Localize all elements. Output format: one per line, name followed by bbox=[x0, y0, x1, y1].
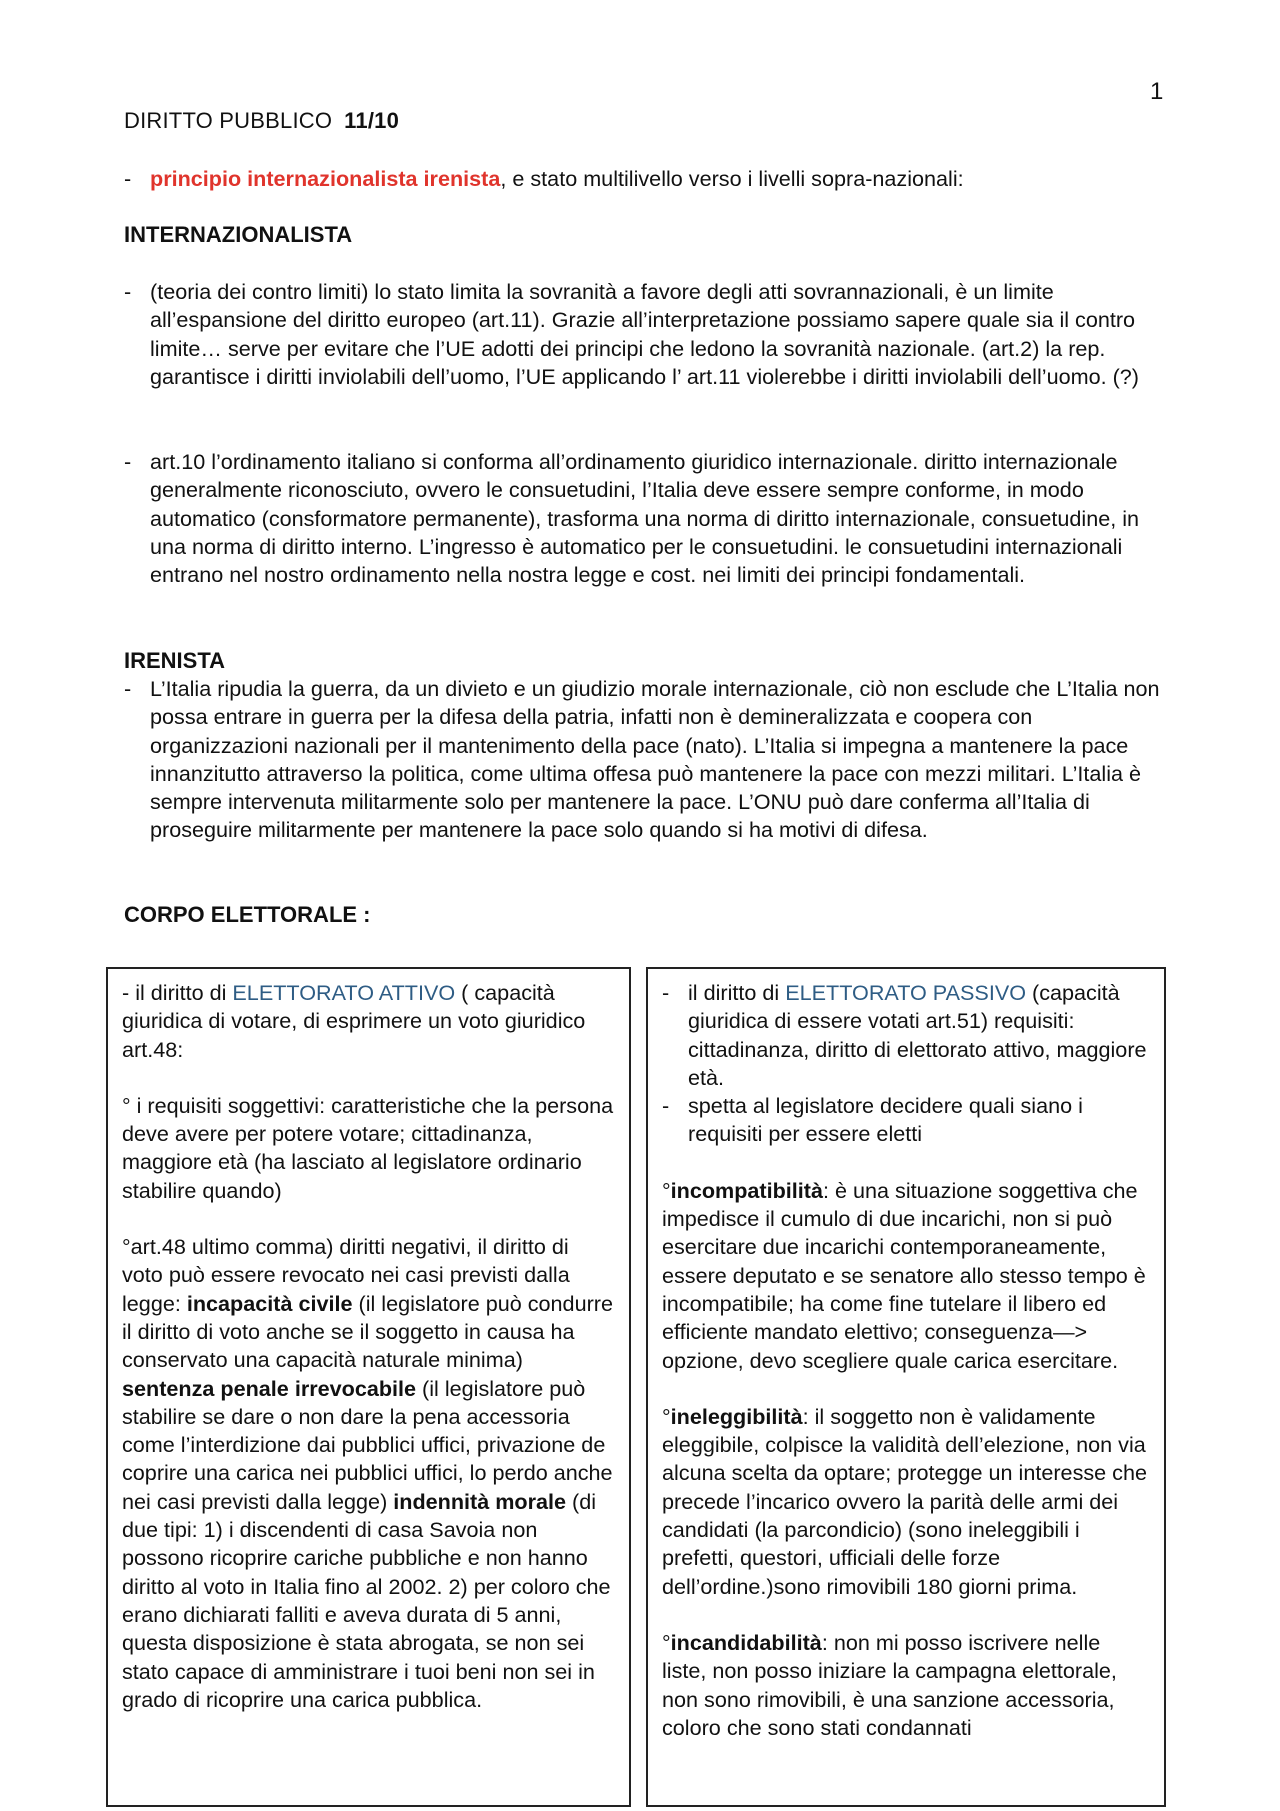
passivo-bullet-1 bbox=[662, 979, 1150, 1092]
ineleggibilita-paragraph bbox=[662, 1403, 1150, 1601]
elettorato-attivo-label: ELETTORATO ATTIVO bbox=[232, 980, 456, 1005]
indennita-morale-term: indennità morale bbox=[393, 1488, 567, 1514]
title-main: DIRITTO PUBBLICO bbox=[124, 108, 333, 133]
elettorato-passivo-label: ELETTORATO PASSIVO bbox=[785, 980, 1027, 1005]
ineleggibilita-text: : il soggetto non è validamente eleggibile, colpisce la validità dell’elezione, non via alcuna scelta da optare; protegge un interesse che precede l’incarico ovvero la parità delle armi dei candidati (la parcondicio) (sono ineleggibili i prefetti, questori, ufficiali delle forze dell’ordine.)sono rimovibili 180 giorni prima. bbox=[662, 1403, 1147, 1599]
attivo-pre: - il diritto di bbox=[122, 980, 233, 1005]
passivo-pre: il diritto di bbox=[688, 980, 786, 1005]
attivo-post: ( capacità giuridica di votare, di esprimere un voto giuridico art.48: bbox=[122, 980, 586, 1062]
heading-corpo-elettorale: CORPO ELETTORALE : bbox=[124, 902, 371, 927]
intro-bullet bbox=[124, 165, 1174, 193]
intro-red-text: principio internazionalista irenista bbox=[150, 166, 501, 191]
incompatibilita-text: : è una situazione soggettiva che impedisce il cumulo di due incarichi, non si può esercitare due incarichi contemporaneamente, essere deputato e se senatore allo stesso tempo è incompatibile; ha come fine tutelare il libero ed efficiente mandato elettivo; conseguenza—> opzione, devo scegliere quale carica esercitare. bbox=[662, 1177, 1146, 1373]
intro-rest-text: , e stato multilivello verso i livelli sopra-nazionali: bbox=[500, 166, 964, 191]
dash-icon: - bbox=[662, 1093, 670, 1119]
attivo-paragraph-1 bbox=[122, 979, 615, 1064]
degree-mark: ° bbox=[662, 1177, 671, 1203]
dash-icon: - bbox=[662, 980, 670, 1005]
heading-internazionalista: INTERNAZIONALISTA bbox=[124, 222, 353, 247]
incapacita-civile-term: incapacità civile bbox=[186, 1290, 353, 1316]
irenista-text: L’Italia ripudia la guerra, da un divieto e un giudizio morale internazionale, ciò non esclude che L’Italia non possa entrare in guerra per la difesa della patria, infatti non è demineralizzata e coopera con organizzazioni nazionali per il mantenimento della pace (nato). L’Italia si impegna a mantenere la pace innanzitutto attraverso la politica, come ultima offesa può mantenere la pace con mezzi militari. L’Italia è sempre intervenuta militarmente solo per mantenere la pace. L’ONU può dare conferma all’Italia di proseguire militarmente per mantenere la pace solo quando si ha motivi di difesa. bbox=[150, 676, 1160, 843]
dash-icon: - bbox=[124, 676, 132, 701]
sentenza-penale-term: sentenza penale irrevocabile bbox=[122, 1375, 417, 1401]
heading-irenista: IRENISTA bbox=[124, 648, 226, 673]
title-date: 11/10 bbox=[344, 108, 400, 133]
ineleggibilita-term: ineleggibilità bbox=[670, 1403, 803, 1429]
passivo-b2-text: spetta al legislatore decidere quali siano i requisiti per essere eletti bbox=[688, 1093, 1083, 1147]
dash-icon: - bbox=[124, 449, 132, 474]
dash-icon: - bbox=[124, 279, 132, 304]
degree-mark: ° bbox=[662, 1403, 671, 1429]
incompatibilita-term: incompatibilità bbox=[670, 1177, 824, 1203]
attivo-p3-d: (il legislatore può stabilire se dare o non dare la pena accessoria come l’interdizione dai pubblici uffici, privazione de coprire una carica nei pubblici uffici, lo perdo anche nei casi previsti dalla legge) bbox=[122, 1375, 613, 1514]
dash-icon: - bbox=[124, 166, 132, 191]
attivo-p3-a: °art.48 ultimo comma) diritti negativi, il diritto di voto può essere revocato nei casi previsti dalla legge: bbox=[122, 1234, 570, 1316]
elettorato-passivo-box bbox=[646, 967, 1166, 1807]
internazionalista-bullet-2 bbox=[124, 448, 1174, 589]
passivo-post: (capacità giuridica di essere votati art.51) requisiti: cittadinanza, diritto di elettorato attivo, maggiore età. bbox=[688, 980, 1147, 1090]
incandidabilita-term: incandidabilità bbox=[670, 1629, 822, 1655]
elettorato-attivo-box bbox=[106, 967, 631, 1807]
internazionalista-bullet-1 bbox=[124, 278, 1174, 391]
internazionalista-text-2: art.10 l’ordinamento italiano si conforma all’ordinamento giuridico internazionale. diritto internazionale generalmente riconosciuto, ovvero le consuetudini, l’Italia deve essere sempre conforme, in modo automatico (consformatore permanente), trasforma una norma di diritto internazionale, consuetudine, in una norma di diritto interno. L’ingresso è automatico per le consuetudini. le consuetudini internazionali entrano nel nostro ordinamento nella nostra legge e cost. nei limiti dei principi fondamentali. bbox=[150, 449, 1140, 588]
passivo-bullet-2 bbox=[662, 1092, 1150, 1149]
attivo-paragraph-2: ° i requisiti soggettivi: caratteristiche che la persona deve avere per potere votare; cittadinanza, maggiore età (ha lasciato al legislatore ordinario stabilire quando) bbox=[122, 1092, 614, 1203]
attivo-p3-e: (di due tipi: 1) i discendenti di casa Savoia non possono ricoprire cariche pubbliche e non hanno diritto al voto in Italia fino al 2002. 2) per coloro che erano dichiarati falliti e aveva durata di 5 anni, questa disposizione è stata abrogata, se non sei stato capace di amministrare i tuoi beni non sei in grado di ricoprire una carica pubblica. bbox=[122, 1488, 611, 1712]
page-number: 1 bbox=[1150, 78, 1164, 105]
attivo-p3-c: (il legislatore può condurre il diritto di voto anche se il soggetto in causa ha conservato una capacità naturale minima) bbox=[122, 1290, 613, 1373]
incandidabilita-text: : non mi posso iscrivere nelle liste, non posso iniziare la campagna elettorale, non sono rimovibili, è una sanzione accessoria, coloro che sono stati condannati bbox=[662, 1629, 1117, 1740]
incompatibilita-paragraph bbox=[662, 1177, 1150, 1375]
internazionalista-text-1: (teoria dei contro limiti) lo stato limita la sovranità a favore degli atti sovrannazionali, è un limite all’espansione del diritto europeo (art.11). Grazie all’interpretazione possiamo sapere quale sia il contro limite… serve per evitare che l’UE adotti dei principi che ledono la sovranità nazionale. (art.2) la rep. garantisce i diritti inviolabili dell’uomo, l’UE applicando l’ art.11 violerebbe i diritti inviolabili dell’uomo. (?) bbox=[150, 279, 1139, 389]
incandidabilita-paragraph bbox=[662, 1629, 1150, 1742]
attivo-paragraph-3 bbox=[122, 1233, 615, 1714]
degree-mark: ° bbox=[662, 1629, 671, 1655]
irenista-bullet bbox=[124, 675, 1174, 845]
document-title bbox=[124, 108, 399, 134]
